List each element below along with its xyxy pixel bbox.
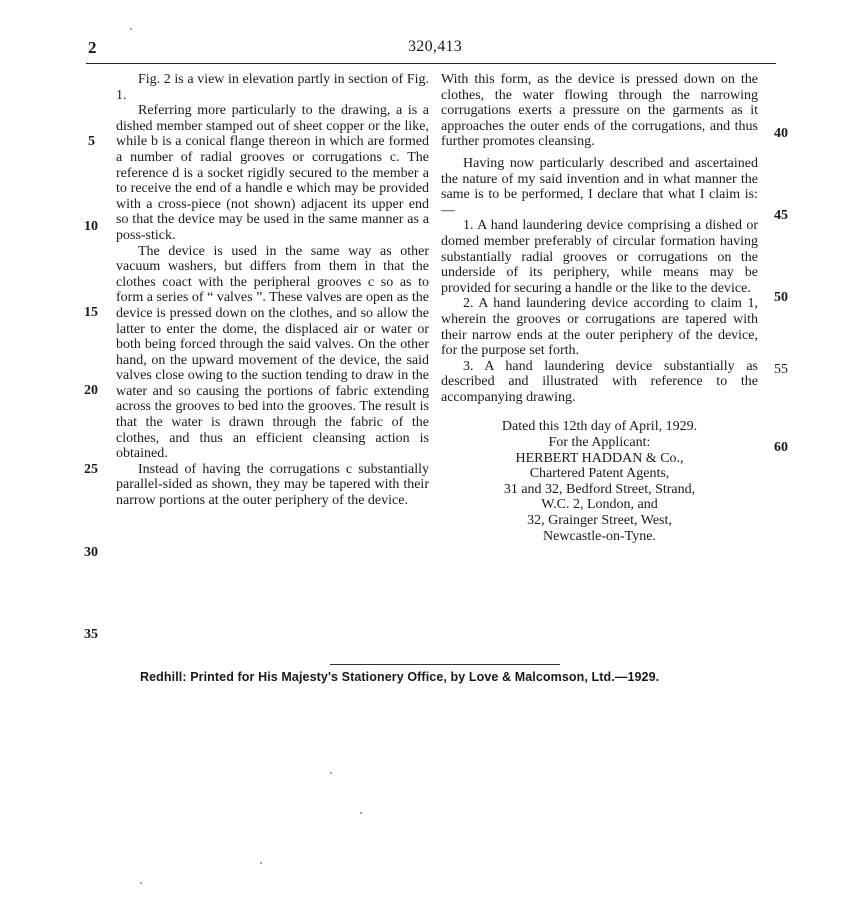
signature-address-3: 32, Grainger Street, West, bbox=[527, 513, 672, 529]
signature-firm: HERBERT HADDAN & Co., bbox=[515, 450, 684, 466]
signature-dated: Dated this 12th day of April, 1929. bbox=[501, 419, 698, 435]
line-number-40: 40 bbox=[774, 126, 788, 141]
right-column bbox=[441, 72, 758, 544]
document-number: 320,413 bbox=[408, 38, 463, 55]
signature-address-2: W.C. 2, London, and bbox=[541, 497, 658, 513]
paragraph-with-this-form: With this form, as the device is pressed down on the clothes, the water flowing through the narrowing corrugations exerts a pressure on the garments as it approaches the outer ends of the corrugations, and thus further promotes cleansing. bbox=[441, 72, 758, 150]
line-number-20: 20 bbox=[84, 383, 98, 398]
line-number-45: 45 bbox=[774, 208, 788, 223]
header-rule bbox=[86, 63, 776, 64]
scan-speck bbox=[360, 812, 362, 814]
claim-3: 3. A hand laundering device substantially as described and illustrated with reference to the accompanying drawing. bbox=[441, 358, 758, 405]
claim-2: 2. A hand laundering device according to claim 1, wherein the grooves or corrugations are tapered with their narrow ends at the outer periphery of the device, for the purpose set forth. bbox=[441, 296, 758, 359]
claim-1: 1. A hand laundering device comprising a dished or domed member preferably of circular formation having substantially radial grooves or corrugations on the underside of its periphery, while means may be provided for securing a handle or the like to the device. bbox=[441, 218, 758, 296]
signature-block bbox=[441, 419, 758, 544]
signature-address-4: Newcastle-on-Tyne. bbox=[543, 528, 656, 544]
page-number: 2 bbox=[88, 38, 97, 57]
line-number-15: 15 bbox=[84, 305, 98, 320]
scan-speck bbox=[130, 28, 132, 30]
paragraph-fig2: Fig. 2 is a view in elevation partly in section of Fig. 1. bbox=[116, 72, 429, 103]
line-number-55: 55 bbox=[774, 362, 788, 377]
signature-address-1: 31 and 32, Bedford Street, Strand, bbox=[503, 481, 696, 497]
scan-speck bbox=[140, 882, 142, 884]
scan-speck bbox=[260, 862, 262, 864]
paragraph-corrugations: Instead of having the corrugations c substantially parallel-sided as shown, they may be tapered with their narrow portions at the outer periphery of the device. bbox=[116, 461, 429, 509]
signature-for-applicant: For the Applicant: bbox=[548, 435, 651, 451]
line-number-30: 30 bbox=[84, 545, 98, 560]
paragraph-referring: Referring more particularly to the drawing, a is a dished member stamped out of sheet copper or the like, while b is a conical flange thereon in which are formed a number of radial grooves or corrugations c. The reference d is a socket rigidly secured to the member a to receive the end of a handle e which may be provided with a cross-piece (not shown) adjacent its upper end so that the device may be used in the same manner as a poss-stick. bbox=[116, 103, 429, 243]
line-number-50: 50 bbox=[774, 290, 788, 305]
line-number-5: 5 bbox=[88, 134, 95, 149]
printer-imprint: Redhill: Printed for His Majesty's Stationery Office, by Love & Malcomson, Ltd.—1929. bbox=[140, 670, 660, 684]
line-number-60: 60 bbox=[774, 440, 788, 455]
line-number-35: 35 bbox=[84, 627, 98, 642]
paragraph-having-described: Having now particularly described and ascertained the nature of my said invention and in what manner the same is to be performed, I declare that what I claim is:— bbox=[441, 155, 758, 218]
paragraph-device-use: The device is used in the same way as other vacuum washers, but differs from them in that the clothes coact with the peripheral grooves c so as to form a series of “ valves ”. These valves are open as the device is pressed down on the clothes, and so allow the latter to enter the dome, the displaced air or water or both being forced through the said valves. On the other hand, on the upward movement of the device, the said valves close owing to the suction tending to draw in the water and so causing the portions of fabric extending across the grooves to bed into the grooves. The result is that the water is drawn through the fabric of the clothes, and thus an efficient cleansing action is obtained. bbox=[116, 243, 429, 462]
line-number-10: 10 bbox=[84, 219, 98, 234]
line-number-25: 25 bbox=[84, 462, 98, 477]
left-column bbox=[116, 72, 429, 509]
signature-agents: Chartered Patent Agents, bbox=[529, 466, 670, 482]
scan-speck bbox=[330, 772, 332, 774]
footer-rule bbox=[330, 664, 560, 665]
